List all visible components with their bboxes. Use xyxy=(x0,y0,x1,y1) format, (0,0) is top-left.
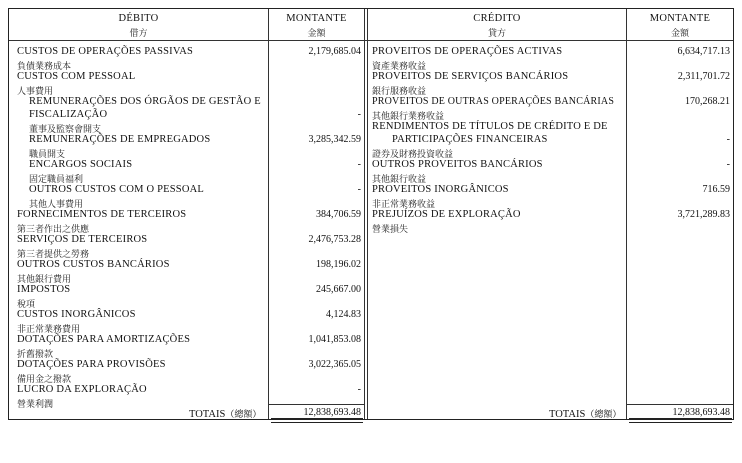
debit-row-label: DOTAÇÕES PARA PROVISÕES xyxy=(17,359,166,370)
total-rule xyxy=(627,404,733,405)
credit-row-amount: - xyxy=(726,134,730,145)
credit-row-label: OUTROS PROVEITOS BANCÁRIOS xyxy=(372,159,543,170)
debit-row-label: CUSTOS COM PESSOAL xyxy=(17,71,136,82)
debit-row-label: DOTAÇÕES PARA AMORTIZAÇÕES xyxy=(17,334,191,345)
credit-row-label: PROVEITOS DE OUTRAS OPERAÇÕES BANCÁRIAS xyxy=(372,96,615,107)
debit-row-label-line2: FISCALIZAÇÃO xyxy=(29,109,108,120)
debit-row-amount: 3,022,365.05 xyxy=(308,359,361,370)
column-divider xyxy=(367,9,368,419)
debit-row-amount: - xyxy=(357,184,361,195)
credit-amount-header-zh: 金額 xyxy=(670,29,689,39)
debit-row-label-zh: 第三者作出之供應 xyxy=(17,225,90,235)
debit-row-label-zh: 董事及監察會開支 xyxy=(29,125,102,135)
debit-row-label-zh: 負債業務成本 xyxy=(17,62,72,72)
debit-row-label: SERVIÇOS DE TERCEIROS xyxy=(17,234,148,245)
credit-row-label-line2: PARTICIPAÇÕES FINANCEIRAS xyxy=(392,134,548,145)
debit-amount-header-zh: 金額 xyxy=(307,29,326,39)
debit-row-label-zh: 人事費用 xyxy=(17,87,54,97)
credit-row-label-zh: 營業損失 xyxy=(372,225,409,235)
credit-row-amount: - xyxy=(726,159,730,170)
credit-row-label: PROVEITOS DE SERVIÇOS BANCÁRIOS xyxy=(372,71,569,82)
credit-row-amount: 170,268.21 xyxy=(685,96,730,107)
total-rule xyxy=(269,404,364,405)
debit-row-label: OUTROS CUSTOS BANCÁRIOS xyxy=(17,259,170,270)
credit-row-label: PROVEITOS DE OPERAÇÕES ACTIVAS xyxy=(372,46,563,57)
debit-row-amount: 245,667.00 xyxy=(316,284,361,295)
debit-row-label: OUTROS CUSTOS COM O PESSOAL xyxy=(29,184,204,195)
credit-amount-header: MONTANTE xyxy=(649,13,711,24)
credit-row-label-zh: 非正常業務收益 xyxy=(372,200,436,210)
credit-row-amount: 3,721,289.83 xyxy=(677,209,730,220)
credit-row-label-zh: 其他銀行收益 xyxy=(372,175,427,185)
debit-row-label: ENCARGOS SOCIAIS xyxy=(29,159,133,170)
credit-row-label: RENDIMENTOS DE TÍTULOS DE CRÉDITO E DE xyxy=(372,121,608,132)
credit-row-amount: 6,634,717.13 xyxy=(677,46,730,57)
debit-row-amount: 384,706.59 xyxy=(316,209,361,220)
debit-header-zh: 借方 xyxy=(129,29,148,39)
credit-row-label-zh: 銀行服務收益 xyxy=(372,87,427,97)
debit-row-label: REMUNERAÇÕES DE EMPREGADOS xyxy=(29,134,211,145)
debit-row-label-zh: 稅項 xyxy=(17,300,36,310)
column-divider xyxy=(364,9,365,419)
debit-totals-amount: 12,838,693.48 xyxy=(303,407,361,418)
debit-row-amount: 2,476,753.28 xyxy=(308,234,361,245)
credit-header-zh: 貸方 xyxy=(487,29,506,39)
credit-row-label: PREJUÍZOS DE EXPLORAÇÃO xyxy=(372,209,521,220)
debit-row-amount: - xyxy=(357,384,361,395)
debit-row-amount: 4,124.83 xyxy=(326,309,361,320)
debit-row-label-zh: 備用金之撥款 xyxy=(17,375,72,385)
debit-row-amount: 2,179,685.04 xyxy=(308,46,361,57)
credit-totals-label: TOTAIS（總額） xyxy=(549,409,622,420)
debit-row-label: CUSTOS DE OPERAÇÕES PASSIVAS xyxy=(17,46,194,57)
profit-loss-statement xyxy=(8,8,734,420)
credit-row-label-zh: 證券及財務投資收益 xyxy=(372,150,454,160)
credit-header: CRÉDITO xyxy=(473,13,521,24)
debit-row-label: REMUNERAÇÕES DOS ÓRGÃOS DE GESTÃO E xyxy=(29,96,261,107)
debit-row-label-zh: 第三者提供之勞務 xyxy=(17,250,90,260)
debit-total-double-rule xyxy=(271,418,363,423)
debit-row-label-zh: 其他銀行費用 xyxy=(17,275,72,285)
debit-row-amount: - xyxy=(357,159,361,170)
debit-row-label-zh: 職員開支 xyxy=(29,150,66,160)
credit-row-amount: 716.59 xyxy=(702,184,730,195)
debit-row-amount: - xyxy=(357,109,361,120)
debit-header: DÉBITO xyxy=(118,13,159,24)
debit-row-label-zh: 非正常業務費用 xyxy=(17,325,81,335)
debit-row-amount: 198,196.02 xyxy=(316,259,361,270)
debit-row-amount: 1,041,853.08 xyxy=(308,334,361,345)
debit-row-label-zh: 固定職員福利 xyxy=(29,175,84,185)
credit-totals-amount: 12,838,693.48 xyxy=(672,407,730,418)
debit-row-amount: 3,285,342.59 xyxy=(308,134,361,145)
header-rule xyxy=(9,40,733,41)
credit-row-label-zh: 資產業務收益 xyxy=(372,62,427,72)
debit-row-label-zh: 其他人事費用 xyxy=(29,200,84,210)
credit-total-double-rule xyxy=(629,418,732,423)
debit-amount-header: MONTANTE xyxy=(286,13,347,24)
debit-row-label-zh: 營業利潤 xyxy=(17,400,54,410)
debit-row-label: FORNECIMENTOS DE TERCEIROS xyxy=(17,209,187,220)
debit-totals-label: TOTAIS（總額） xyxy=(189,409,262,420)
debit-row-label: CUSTOS INORGÂNICOS xyxy=(17,309,136,320)
credit-row-label: PROVEITOS INORGÂNICOS xyxy=(372,184,509,195)
credit-row-label-zh: 其他銀行業務收益 xyxy=(372,112,445,122)
debit-row-label-zh: 折舊撥款 xyxy=(17,350,54,360)
debit-row-label: LUCRO DA EXPLORAÇÃO xyxy=(17,384,147,395)
credit-row-amount: 2,311,701.72 xyxy=(677,71,730,82)
debit-row-label: IMPOSTOS xyxy=(17,284,71,295)
